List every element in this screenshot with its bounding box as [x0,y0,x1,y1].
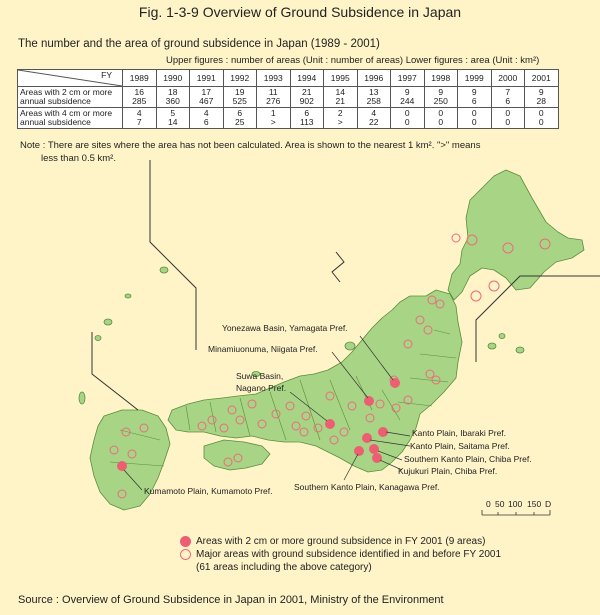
upper-value: 0 [438,108,444,118]
legend-open [180,548,501,574]
lower-value: 244 [400,96,415,106]
lower-value: 525 [232,96,247,106]
label-southern-kanto-kanagawa: Southern Kanto Plain, Kanagawa Pref. [294,482,440,492]
value-cell [190,108,224,129]
value-cell [123,108,157,129]
year-header: 1995 [324,70,358,87]
lower-value: 113 [299,117,314,127]
fy-header-cell [18,70,123,87]
note-line-1: Note : There are sites where the area has not been calculated. Area is shown to the nearest 1 km². ">" means [20,140,481,151]
upper-value: 0 [505,108,511,118]
value-cell [491,87,525,108]
island [95,336,101,341]
japan-map [0,160,600,535]
value-cell [357,87,391,108]
upper-value: 11 [268,87,278,97]
upper-value: 14 [335,87,345,97]
lower-value: 0 [471,117,477,127]
table-row-2cm [18,87,559,108]
filled-circle-icon [180,536,191,547]
value-cell [357,108,391,129]
upper-value: 2 [337,108,343,118]
value-cell [257,87,291,108]
year-header: 1998 [424,70,458,87]
scale-tick: 150 [527,499,542,509]
year-header: 1994 [290,70,324,87]
value-cell [525,87,559,108]
year-header: 1993 [257,70,291,87]
legend-open-line-2: (61 areas including the above category) [196,562,372,573]
legend-filled-text: Areas with 2 cm or more ground subsidence in FY 2001 (9 areas) [196,536,486,547]
scale-tick: 0 [486,499,491,509]
row-label: Areas with 4 cm or more annual subsidence [18,108,123,129]
lower-value: 285 [132,96,147,106]
fy-label: FY [101,70,112,80]
upper-value: 5 [170,108,176,118]
map-legend [180,535,501,574]
year-header: 1992 [223,70,257,87]
source-note: Source : Overview of Ground Subsidence in Japan in 2001, Ministry of the Environment [18,594,444,606]
upper-value: 6 [304,108,310,118]
upper-value: 9 [438,87,444,97]
value-cell [458,87,492,108]
lower-value: 22 [369,117,379,127]
scale-unit: D [545,499,552,509]
upper-value: 4 [371,108,377,118]
label-southern-kanto-chiba: Southern Kanto Plain, Chiba Pref. [404,454,532,464]
lower-value: 0 [438,117,444,127]
table-units-note: Upper figures : number of areas (Unit : number of areas) Lower figures : area (Unit : km²) [166,55,540,66]
upper-value: 7 [505,87,511,97]
upper-value: 17 [201,87,211,97]
value-cell [391,108,425,129]
sea-boundary-marks [332,252,344,282]
lower-value: > [270,117,276,127]
lower-value: 6 [203,117,209,127]
open-circle-icon [180,549,191,560]
upper-value: 0 [538,108,544,118]
table-row-4cm [18,108,559,129]
value-cell [324,87,358,108]
label-minamiuonuma: Minamiuonuma, Niigata Pref. [208,344,318,354]
scale-tick: 100 [508,499,523,509]
shikoku-landmass [204,440,270,470]
upper-value: 21 [302,87,312,97]
note-line-2: less than 0.5 km². [41,153,116,164]
year-header: 1989 [123,70,157,87]
upper-value: 0 [471,108,477,118]
year-header: 1997 [391,70,425,87]
upper-value: 9 [538,87,544,97]
label-kanto-ibaraki: Kanto Plain, Ibaraki Pref. [412,428,507,438]
label-kumamoto: Kumamoto Plain, Kumamoto Pref. [144,486,273,496]
tsushima-island [79,392,85,404]
table-subtitle: The number and the area of ground subsidence in Japan (1989 - 2001) [18,38,380,50]
scale-tick: 50 [495,499,505,509]
year-header: 1996 [357,70,391,87]
lower-value: 21 [335,96,345,106]
island [488,343,496,349]
value-cell [156,108,190,129]
year-header: 2001 [525,70,559,87]
upper-value: 9 [471,87,477,97]
label-suwa-2: Nagano Pref. [236,383,287,393]
lower-value: 258 [366,96,381,106]
legend-open-text [196,548,501,574]
island [104,319,112,325]
lower-value: 467 [199,96,214,106]
upper-value: 19 [235,87,245,97]
island [499,334,505,339]
value-cell [156,87,190,108]
island [516,347,524,353]
upper-value: 1 [270,108,276,118]
figure-title: Fig. 1-3-9 Overview of Ground Subsidence in Japan [138,4,462,20]
value-cell [123,87,157,108]
value-cell [525,108,559,129]
label-suwa-1: Suwa Basin, [236,371,284,381]
lower-value: 250 [433,96,448,106]
lower-value: 7 [136,117,142,127]
lower-value: 0 [404,117,410,127]
year-header: 1990 [156,70,190,87]
lower-value: 902 [299,96,314,106]
upper-value: 13 [369,87,379,97]
legend-open-line-1: Major areas with ground subsidence identified in and before FY 2001 [196,549,502,560]
value-cell [190,87,224,108]
table-header-row [18,70,559,87]
value-cell [290,87,324,108]
island [160,267,168,273]
lower-value: 14 [168,117,178,127]
value-cell [491,108,525,129]
upper-value: 9 [404,87,410,97]
lower-value: 6 [471,96,477,106]
lower-value: > [337,117,343,127]
label-kujukuri: Kujukuri Plain, Chiba Pref. [398,466,498,476]
year-header: 2000 [491,70,525,87]
upper-value: 0 [404,108,410,118]
value-cell [290,108,324,129]
label-yonezawa: Yonezawa Basin, Yamagata Pref. [222,323,348,333]
lower-value: 0 [505,117,511,127]
scale-bar [482,510,550,515]
upper-value: 18 [168,87,178,97]
value-cell [458,108,492,129]
year-header: 1999 [458,70,492,87]
value-cell [424,108,458,129]
lower-value: 276 [266,96,281,106]
value-cell [257,108,291,129]
value-cell [391,87,425,108]
legend-filled [180,535,501,548]
value-cell [424,87,458,108]
island [125,294,131,298]
upper-value: 16 [134,87,144,97]
upper-value: 6 [237,108,243,118]
row-label: Areas with 2 cm or more annual subsidence [18,87,123,108]
value-cell [223,87,257,108]
lower-value: 360 [165,96,180,106]
sado-island [345,342,355,350]
value-cell [223,108,257,129]
upper-value: 4 [136,108,142,118]
lower-value: 28 [536,96,546,106]
lower-value: 6 [505,96,511,106]
subsidence-table [17,69,559,129]
label-kanto-saitama: Kanto Plain, Saitama Pref. [410,441,510,451]
value-cell [324,108,358,129]
upper-value: 4 [203,108,209,118]
lower-value: 0 [538,117,544,127]
lower-value: 25 [235,117,245,127]
year-header: 1991 [190,70,224,87]
